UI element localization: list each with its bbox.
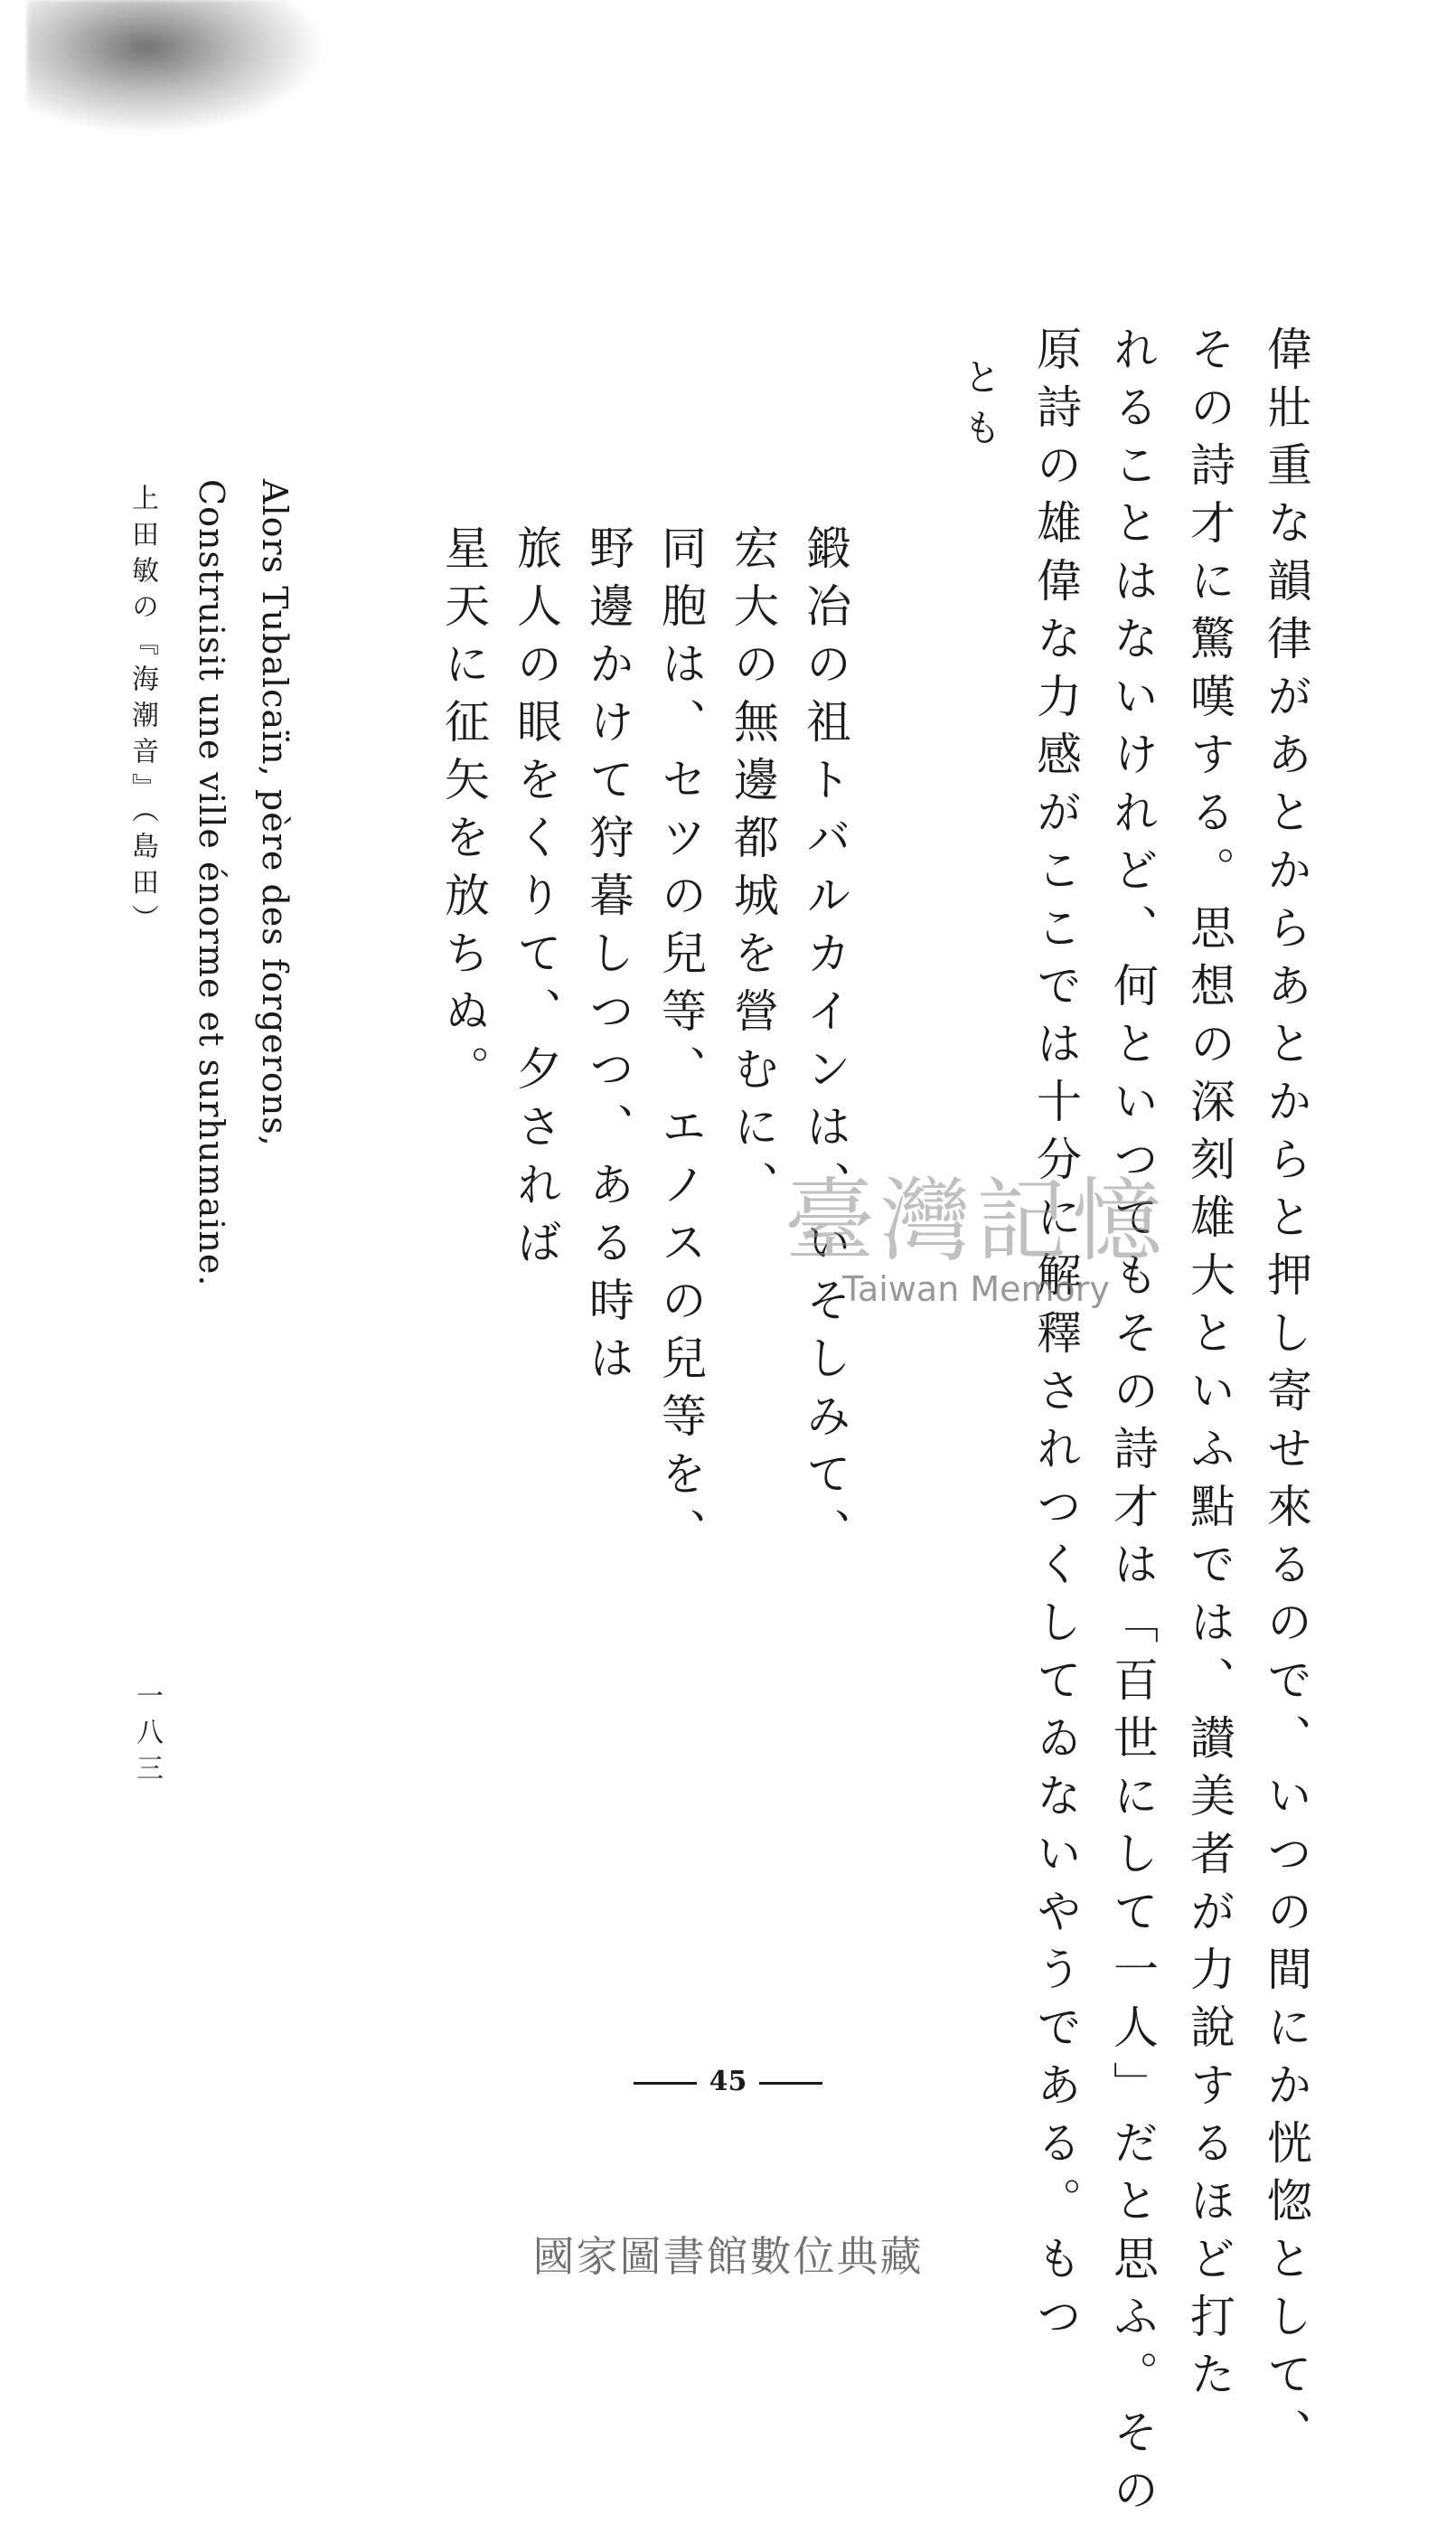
watermark-sub: Taiwan Memory (842, 1269, 1110, 1309)
text-column-2: その詩才に驚嘆する。思想の深刻雄大といふ點では、讃美者が力說するほど打た (1183, 325, 1235, 2408)
french-line-1: Alors Tubalcaïn, père des forgerons, (255, 479, 295, 1147)
poem-line-1: 鍛冶の祖トバルカインは、いそしみて、 (799, 524, 851, 1566)
poem-line-5: 旅人の眼をくりて、夕されば (510, 524, 562, 1276)
poem-line-4: 野邊かけて狩暮しつつ、ある時は (582, 524, 634, 1392)
watermark (741, 1148, 1211, 1309)
side-page-number: 一八三 (131, 1681, 163, 1790)
watermark-main: 臺灣記憶 (784, 1168, 1168, 1274)
text-column-5: とも (958, 357, 1002, 458)
text-column-4: 原詩の雄偉な力感がここでは十分に解釋されつくしてゐないやうである。もつ (1029, 325, 1082, 2350)
page-number-value: 45 (709, 2066, 747, 2097)
attribution: 上田敏の『海潮音』（島田） (127, 484, 158, 940)
text-column-1: 偉壯重な韻律があとからあとからと押し寄せ來るので、いつの間にか恍惚として、 (1260, 325, 1312, 2466)
scan-smudge (27, 0, 325, 136)
text-column-3: れることはないけれど、何といつてもその詩才は「百世にして一人」だと思ふ。その (1106, 325, 1159, 2524)
footer-credit: 國家圖書館數位典藏 (532, 2232, 924, 2281)
left-dash (634, 2082, 697, 2085)
french-line-2: Construisit une ville énorme et surhumaine. (192, 479, 231, 1287)
poem-line-2: 宏大の無邊都城を營むに、 (727, 524, 779, 1219)
poem-line-3: 同胞は、セツの兒等、エノスの兒等を、 (654, 524, 707, 1566)
page-number (0, 2066, 1456, 2097)
poem-line-6: 星天に征矢を放ちぬ。 (437, 524, 490, 1103)
right-dash (759, 2082, 822, 2085)
